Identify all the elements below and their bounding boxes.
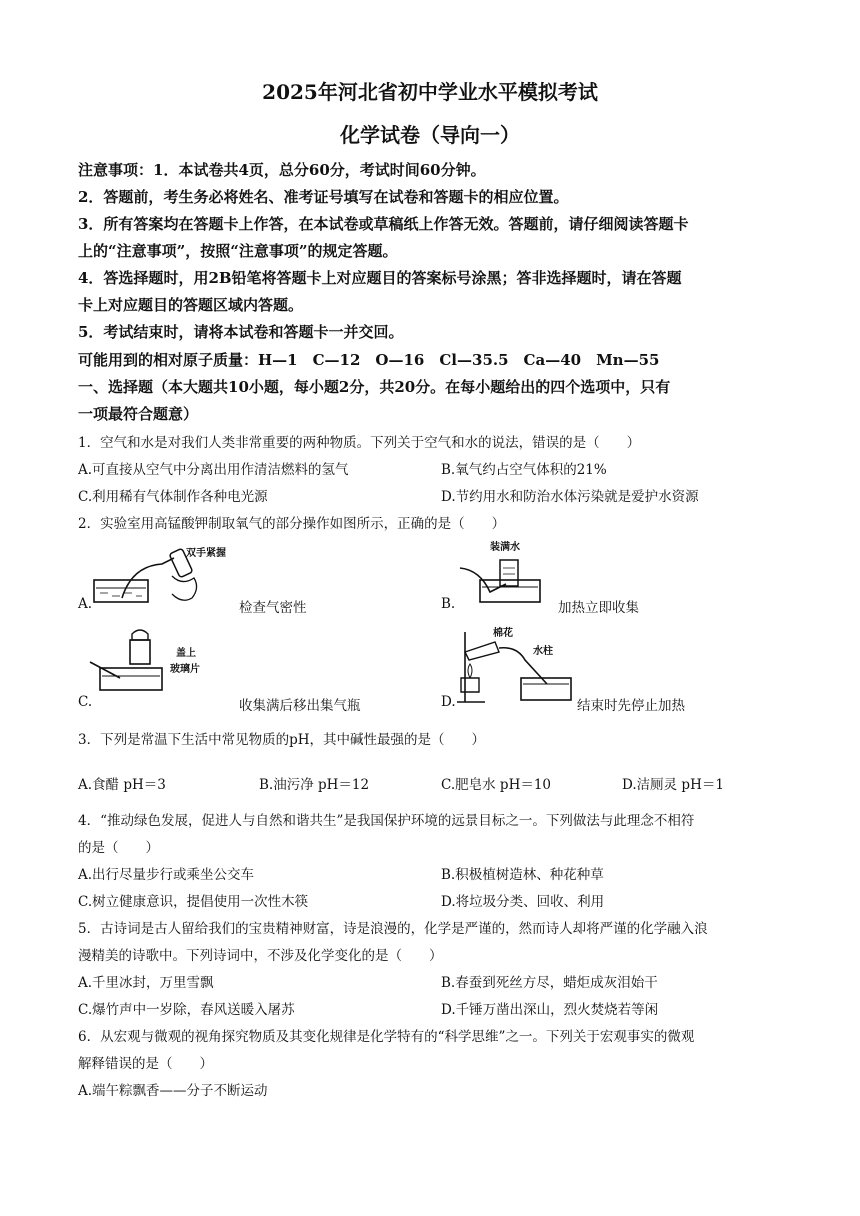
q2-option-d-caption: 结束时先停止加热 [577,698,685,714]
note-line: 2．答题前，考生务必将姓名、准考证号填写在试卷和答题卡的相应位置。 [78,188,569,206]
question-5-stem: 5．古诗词是古人留给我们的宝贵精神财富，诗是浪漫的，化学是严谨的，然而诗人却将严谨的化学融入浪 [78,921,708,937]
figure-b-label: 装满水 [490,542,520,553]
section-heading: 一、选择题（本大题共10小题，每小题2分，共20分。在每小题给出的四个选项中，只有 [78,378,671,396]
exam-title: 2025年河北省初中学业水平模拟考试 [262,80,598,104]
q3-option-d: D.洁厕灵 pH＝1 [622,777,724,793]
note-line: 4．答选择题时，用2B铅笔将答题卡上对应题目的答案标号涂黑；答非选择题时，请在答题 [78,269,682,287]
note-line: 5．考试结束时，请将本试卷和答题卡一并交回。 [78,323,404,341]
atomic-mass-line: 可能用到的相对原子质量：H—1 C—12 O—16 Cl—35.5 Ca—40 Mn—55 [78,351,660,369]
q5-option-c: C.爆竹声中一岁除，春风送暖入屠苏 [78,1002,295,1018]
q1-option-b: B.氧气约占空气体积的21% [441,462,607,478]
figure-d-label-2: 水柱 [533,646,553,657]
figure-heat-collect [460,542,555,614]
note-line: 卡上对应题目的答题区域内答题。 [78,296,304,314]
q3-option-a: A.食醋 pH＝3 [78,777,166,793]
q3-option-b: B.油污净 pH＝12 [259,777,370,793]
q5-option-a: A.千里冰封，万里雪飘 [78,975,214,991]
question-3-stem: 3．下列是常温下生活中常见物质的pH，其中碱性最强的是（ ） [78,732,486,748]
q2-option-c-caption: 收集满后移出集气瓶 [239,698,361,714]
q2-option-a-caption: 检查气密性 [239,600,307,616]
q2-option-d-letter: D. [441,694,456,710]
note-line: 上的“注意事项”，按照“注意事项”的规定答题。 [78,242,398,260]
figure-c-label-1: 盖上 [176,648,196,659]
figure-stop-heating [455,626,575,710]
question-1-stem: 1．空气和水是对我们人类非常重要的两种物质。下列关于空气和水的说法，错误的是（ ） [78,435,641,451]
note-line: 注意事项：1．本试卷共4页，总分60分，考试时间60分钟。 [78,161,486,179]
question-4-stem-cont: 的是（ ） [78,840,159,856]
figure-d-label-1: 棉花 [493,628,513,639]
q2-option-a-letter: A. [78,596,93,612]
q4-option-d: D.将垃圾分类、回收、利用 [441,894,605,910]
figure-remove-bottle [90,626,230,698]
q5-option-d: D.千锤万凿出深山，烈火焚烧若等闲 [441,1002,659,1018]
q2-option-b-letter: B. [441,596,456,612]
q6-option-a: A.端午粽飘香——分子不断运动 [78,1083,268,1099]
q2-option-c-letter: C. [78,694,93,710]
question-2-stem: 2．实验室用高锰酸钾制取氧气的部分操作如图所示，正确的是（ ） [78,516,506,532]
q1-option-c: C.利用稀有气体制作各种电光源 [78,489,268,505]
q3-option-c: C.肥皂水 pH＝10 [441,777,552,793]
figure-c-label-2: 玻璃片 [170,664,200,675]
question-6-stem-cont: 解释错误的是（ ） [78,1056,213,1072]
section-heading-cont: 一项最符合题意） [78,405,199,423]
q2-option-b-caption: 加热立即收集 [558,600,639,616]
note-line: 3．所有答案均在答题卡上作答，在本试卷或草稿纸上作答无效。答题前，请仔细阅读答题卡 [78,215,689,233]
exam-subtitle: 化学试卷（导向一） [340,123,520,147]
question-5-stem-cont: 漫精美的诗歌中。下列诗词中，不涉及化学变化的是（ ） [78,948,443,964]
q5-option-b: B.春蚕到死丝方尽，蜡炬成灰泪始干 [441,975,658,991]
question-4-stem: 4．“推动绿色发展，促进人与自然和谐共生”是我国保护环境的远景目标之一。下列做法与此理念不相符 [78,813,695,829]
q1-option-d: D.节约用水和防治水体污染就是爱护水资源 [441,489,699,505]
figure-a-label: 双手紧握 [186,548,226,559]
q4-option-c: C.树立健康意识，提倡使用一次性木筷 [78,894,309,910]
q4-option-b: B.积极植树造林、种花种草 [441,867,604,883]
question-6-stem: 6．从宏观与微观的视角探究物质及其变化规律是化学特有的“科学思维”之一。下列关于宏观事实的微观 [78,1029,695,1045]
figure-check-airtightness [92,546,226,612]
q1-option-a: A.可直接从空气中分离出用作清洁燃料的氢气 [78,462,349,478]
q4-option-a: A.出行尽量步行或乘坐公交车 [78,867,255,883]
